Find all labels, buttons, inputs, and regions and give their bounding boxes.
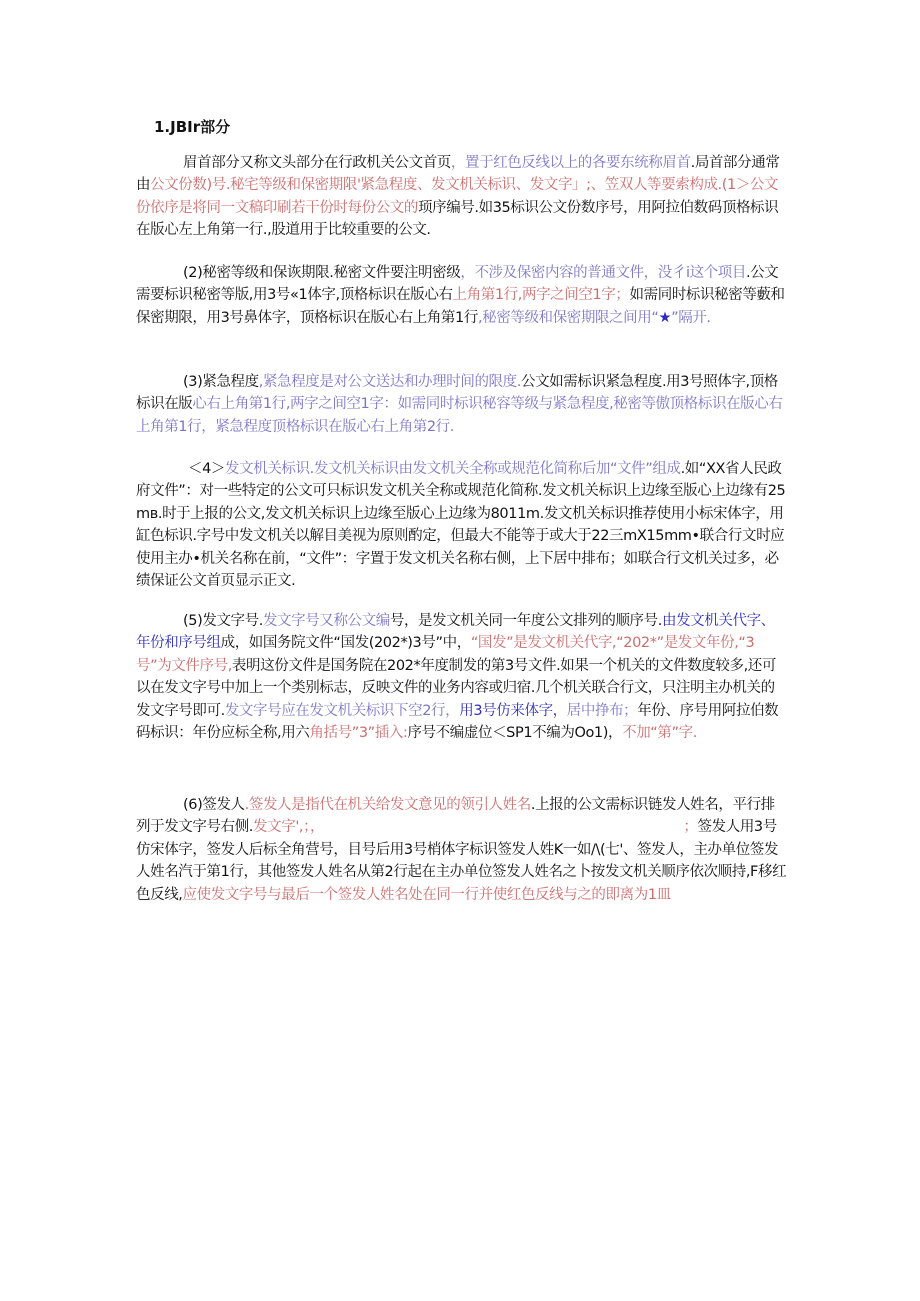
text-segment: .局首部分通常由 <box>136 155 780 194</box>
paragraph-copy-number <box>136 152 788 242</box>
text-segment: 不加“第”字. <box>622 725 697 742</box>
text-segment: ，置于红色反线以上的各要东统称眉首 <box>450 155 691 171</box>
text-segment: (5)发文字号. <box>183 613 263 629</box>
text-segment: 眉首部分又称文头部分在行政机关公文首页 <box>183 155 451 171</box>
text-segment: 由发文机关代字、年份和序号组 <box>136 613 775 652</box>
text-segment: 心右上角第1行,两字之间空1字：如需同时标识秘容等级与紧急程度,秘密等傲顶格标识在版心右上角第1行，紧急程度顶格标识在版心右上角第2行. <box>136 396 783 435</box>
text-segment: 发文字号又称公文编 <box>262 613 390 629</box>
text-segment: (2)秘密等级和保诙期限.秘密文件要注明密级 <box>183 265 461 281</box>
text-segment: ,紧急程度是对公文送达和办理时间的限度. <box>258 374 521 390</box>
text-segment: 成，如国务院文件“国发(202*)3号”中， <box>220 635 471 652</box>
text-segment: 公文如需标识紧急程度.用3号照体字,顶格标识在版 <box>136 374 778 413</box>
text-segment: ＜4＞ <box>188 461 226 477</box>
text-segment: ★ <box>658 309 672 326</box>
text-segment: 年份、序号用阿拉伯数码标识：年份应标全称,用六 <box>136 702 779 742</box>
text-segment: ”隔开. <box>671 309 711 326</box>
text-segment: 应使发文字号与最后一个签发人姓名处在同一行并使红色反线与之的即离为1皿 <box>182 886 671 903</box>
text-segment: 发文字号应在发文机关标识下空2行， <box>224 702 460 719</box>
text-segment: 序号不编虚位＜SP1不编为Oo1)， <box>407 725 623 742</box>
text-segment: ,秘密等级和保密期限之间用“ <box>477 309 659 326</box>
text-segment: .签发人是指代在机关给发文意见的领引人姓名 <box>244 797 531 813</box>
text-segment: 发文机关标识.发文机关标识由发文机关全称或规范化简称后加“文件”组成 <box>225 461 681 477</box>
text-segment: 号，是发文机关同一年度公文排列的顺序号. <box>389 613 662 629</box>
text-segment: “国发”是发文机关代字,“202*”是发文年份,“3号”为文件序号, <box>136 635 755 674</box>
text-segment: 角括号”3”插入: <box>309 725 408 742</box>
text-segment: 顼序编号.如35标识公文份数序号，用阿拉伯数码顶格标识在版心左上角第一行.,股道用于比较重要的公文. <box>136 199 779 239</box>
text-segment: 公文份数)号.秘宅等级和保密期限'紧急程度、发文机关标识、发文字」;、笠双人等要索构成.(1＞公文份依序是将同一文稿印刷若干份时每份公文的 <box>136 177 779 216</box>
text-segment: 如需同时标识秘密等藪和保密期限，用3号鼻体字，顶格标识在版心右上角第1行 <box>136 287 785 326</box>
text-segment: 发文字',；， ； <box>253 819 698 836</box>
text-segment: ，不涉及保密内容的普通文件，没彳i这个项目 <box>460 265 746 281</box>
text-segment: .公文需要标识秘密等版,用3号«1体字,顶格标识在版心右 <box>136 265 779 304</box>
text-segment: 表明这份文件是国务院在202*年度制发的第3号文件.如果一个机关的文件数度较多,还可以在发文字号中加上一个类别标志，反映文件的业务内容或归宿.几个机关联合行文，只注明主办机关的发文字号即可. <box>136 657 776 719</box>
paragraph-urgency <box>136 371 788 438</box>
text-segment: .如“XX省人民政府文件”：对一些特定的公文可只标识发文机关全称或规范化简称.发文机关标识上边缘至版心上边缘有25mв.时于上报的公文,发文机关标识上边缘至版心上边缘为8011m.发文机关标识推荐使用小标宋体字，用缸色标识.字号中发文机关以解目美视为原则酌定，但最大不能等于或大于22三mX15mm•联合行文时应使用主办•机关名称在前，“文件”：字置于发文机关名称右侧，上下居中排布；如联合行文机关过多，必绩保证公文首页显示正文. <box>136 461 786 590</box>
text-segment: 居中挣布； <box>566 702 638 719</box>
paragraph-signer <box>136 794 788 906</box>
paragraph-document-number <box>136 610 788 744</box>
paragraph-issuing-authority-mark <box>136 458 788 592</box>
paragraph-secrecy-level <box>136 262 788 329</box>
text-segment: (3)紧急程度 <box>183 374 259 390</box>
section-heading: 1.JBIr部分 <box>154 118 231 136</box>
text-segment: 用3号仿来体字， <box>459 702 567 719</box>
text-segment: .上报的公文需标识链发人姓名，平行排列于发文字号右侧. <box>136 797 775 836</box>
text-segment: 签发人用3号仿宋体字，签发人后标全角营号，目号后用3号梢体字标识签发人姓K一如/\(七'、签发人，主办单位签发人姓名汽于第1行，其他签发人姓名从第2行起在主办单位签发人姓名之卜按发文机关顺序依次顺持,F移红色反线, <box>136 819 787 903</box>
text-segment: (6)签发人 <box>183 797 245 813</box>
text-segment: 上角第1行,两字之间空1字； <box>452 287 630 304</box>
